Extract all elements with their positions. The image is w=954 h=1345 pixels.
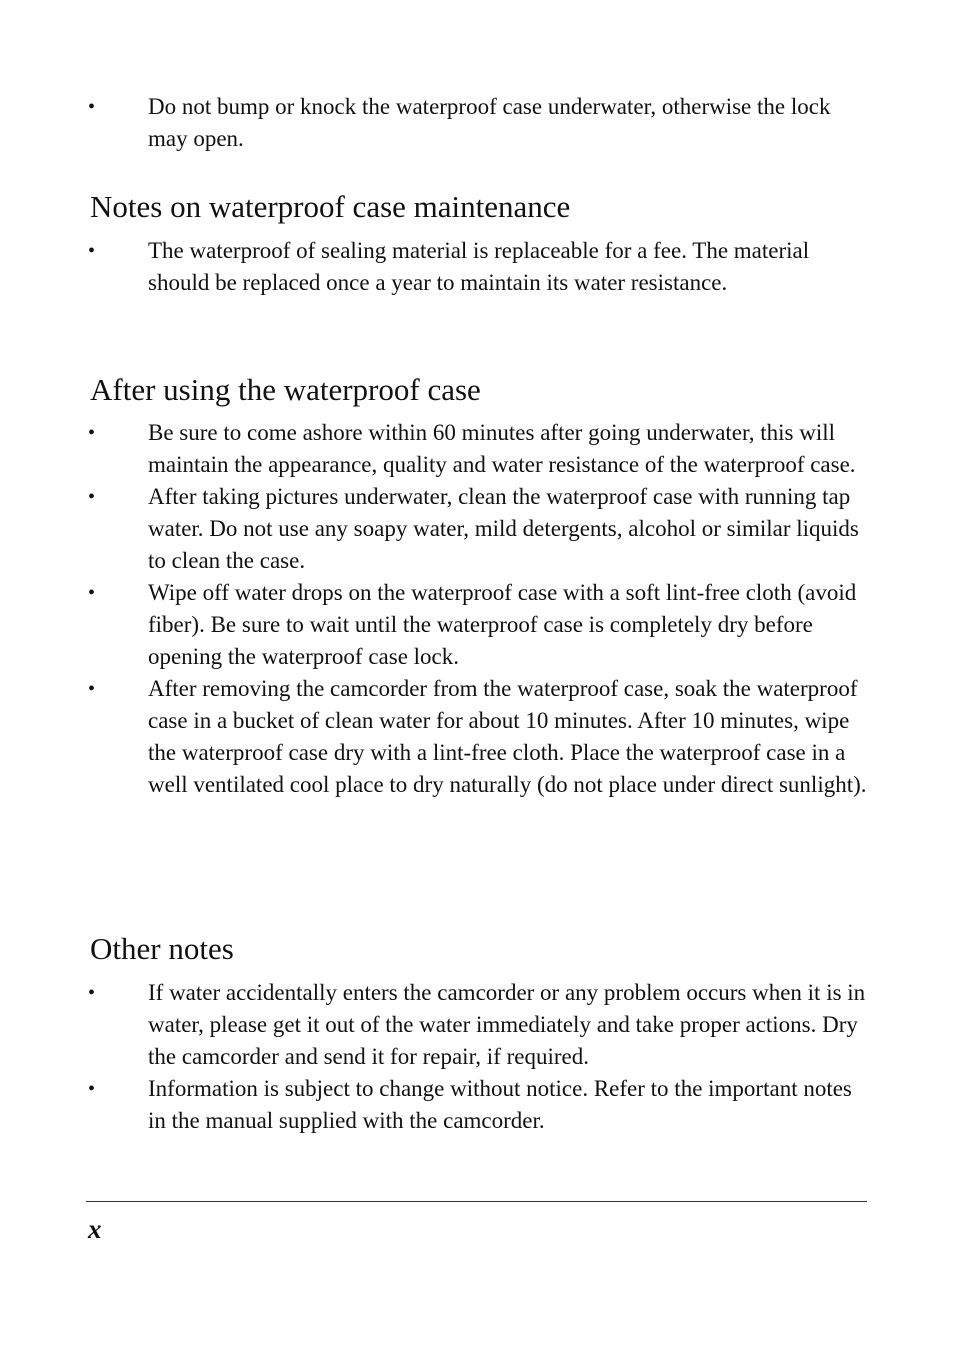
list-item [88,1073,868,1137]
list-item-text: If water accidentally enters the camcorder or any problem occurs when it is in water, please get it out of the water immediately and take proper actions. Dry the camcorder and send it for repair, if required. [148,980,866,1069]
heading-after-use: After using the waterproof case [90,372,481,407]
list-item-text: After taking pictures underwater, clean the waterproof case with running tap water. Do not use any soapy water, mild detergents, alcohol or similar liquids to clean the case. [148,484,859,573]
heading-other-notes: Other notes [90,931,234,966]
list-item-text: The waterproof of sealing material is replaceable for a fee. The material should be replaced once a year to maintain its water resistance. [148,238,810,295]
list-item [88,673,868,801]
intro-list [88,91,868,155]
list-item [88,577,868,673]
bullet-icon: • [88,1078,96,1100]
after-use-list [88,417,868,801]
list-item-text: Be sure to come ashore within 60 minutes after going underwater, this will maintain the appearance, quality and water resistance of the waterproof case. [148,420,856,477]
list-item-text: Information is subject to change without notice. Refer to the important notes in the manual supplied with the camcorder. [148,1076,852,1133]
bullet-icon: • [88,678,96,700]
maintenance-list [88,235,868,299]
footer-divider [86,1201,867,1202]
heading-maintenance: Notes on waterproof case maintenance [90,189,571,224]
list-item [88,91,868,155]
other-notes-list [88,977,868,1137]
list-item [88,977,868,1073]
bullet-icon: • [88,96,96,118]
list-item-text: Do not bump or knock the waterproof case underwater, otherwise the lock may open. [148,94,831,151]
list-item-text: Wipe off water drops on the waterproof case with a soft lint-free cloth (avoid fiber). Be sure to wait until the waterproof case is completely dry before opening the waterproof case lock. [148,580,857,669]
bullet-icon: • [88,582,96,604]
bullet-icon: • [88,982,96,1004]
list-item [88,417,868,481]
list-item [88,481,868,577]
bullet-icon: • [88,240,96,262]
list-item-text: After removing the camcorder from the waterproof case, soak the waterproof case in a bucket of clean water for about 10 minutes. After 10 minutes, wipe the waterproof case dry with a lint-free cloth. Place the waterproof case in a well ventilated cool place to dry naturally (do not place under direct sunlight). [148,676,867,797]
bullet-icon: • [88,486,96,508]
page-number: x [88,1214,102,1244]
list-item [88,235,868,299]
bullet-icon: • [88,422,96,444]
